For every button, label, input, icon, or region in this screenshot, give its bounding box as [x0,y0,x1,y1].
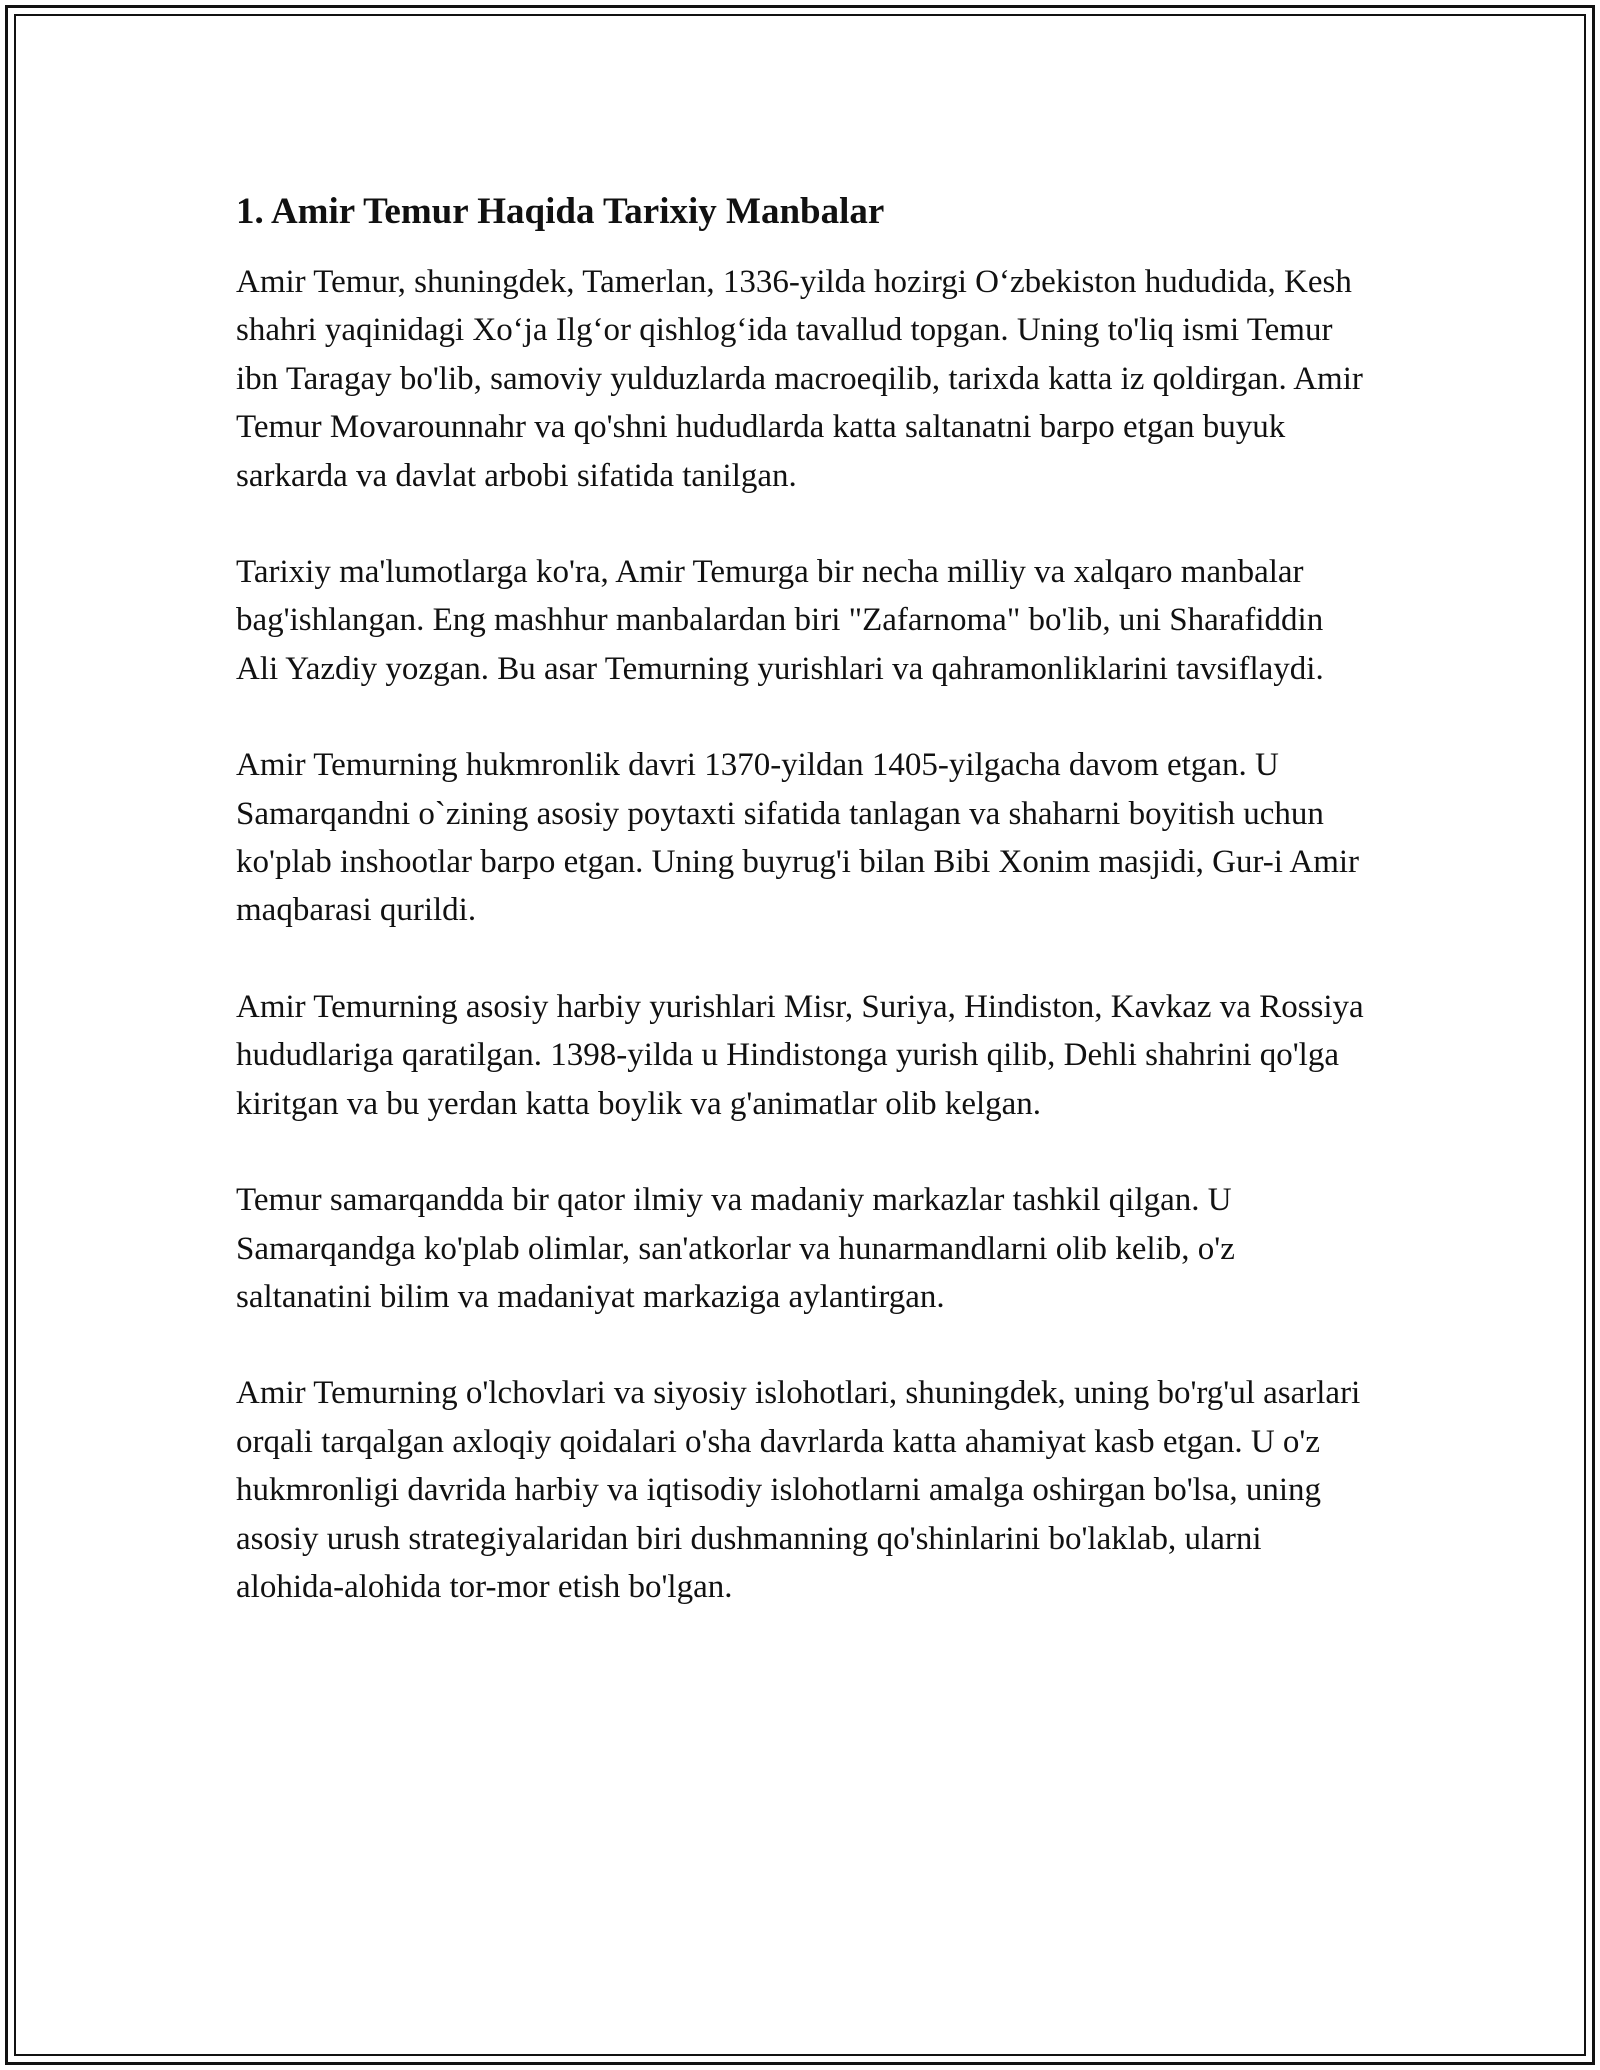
paragraph-reign: Amir Temurning hukmronlik davri 1370-yildan 1405-yilgacha davom etgan. U Samarqandni o`zining asosiy poytaxti sifatida tanlagan va shaharni boyitish uchun ko'plab inshootlar barpo etgan. Uning buyrug'i bilan Bibi Xonim masjidi, Gur-i Amir maqbarasi qurildi. [236,747,1360,929]
paragraph-reforms: Amir Temurning o'lchovlari va siyosiy islohotlari, shuningdek, uning bo'rg'ul asarlari orqali tarqalgan axloqiy qoidalari o'sha davrlarda katta ahamiyat kasb etgan. U o'z hukmronligi davrida harbiy va iqtisodiy islohotlarni amalga oshirgan bo'lsa, uning asosiy urush strategiyalaridan biri dushmanning qo'shinlarini bo'laklab, ularni alohida-alohida tor-mor etish bo'lgan. [236,1375,1361,1605]
paragraph-sources: Tarixiy ma'lumotlarga ko'ra, Amir Temurga bir necha milliy va xalqaro manbalar bag'ishlangan. Eng mashhur manbalardan biri "Zafarnoma" bo'lib, uni Sharafiddin Ali Yazdiy yozgan. Bu asar Temurning yurishlari va qahramonliklarini tavsiflaydi. [236,554,1324,687]
paragraph-campaigns: Amir Temurning asosiy harbiy yurishlari Misr, Suriya, Hindiston, Kavkaz va Rossiya hududlariga qaratilgan. 1398-yilda u Hindistonga yurish qilib, Dehli shahrini qo'lga kiritgan va bu yerdan katta boylik va g'animatlar olib kelgan. [236,988,1364,1122]
paragraph-birth: Amir Temur, shuningdek, Tamerlan, 1336-yilda hozirgi O‘zbekiston hududida, Kesh shahri yaqinidagi Xo‘ja Ilg‘or qishlog‘ida tavallud topgan. Uning to'liq ismi Temur ibn Taragay bo'lib, samoviy yulduzlarda macroeqilib, tarixda katta iz qoldirgan. Amir Temur Movarounnahr va qo'shni hududlarda katta saltanatni barpo etgan buyuk sarkarda va davlat arbobi sifatida tanilgan. [236,264,1363,494]
section-heading: 1. Amir Temur Haqida Tarixiy Manbalar [236,191,885,232]
document-body [236,188,1366,1611]
paragraph-culture: Temur samarqandda bir qator ilmiy va madaniy markazlar tashkil qilgan. U Samarqandga ko'plab olimlar, san'atkorlar va hunarmandlarni olib kelib, o'z saltanatini bilim va madaniyat markaziga aylantirgan. [236,1182,1235,1315]
